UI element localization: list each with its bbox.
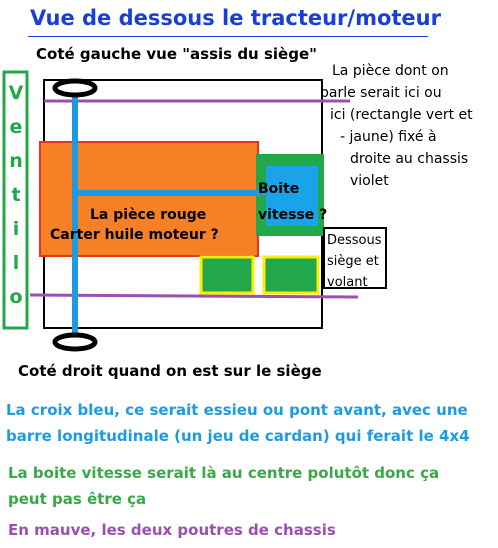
red-part-label: La pièce rouge xyxy=(90,207,207,223)
right-side-label: Coté droit quand on est sur le siège xyxy=(18,362,322,380)
note-line: parle serait ici ou xyxy=(320,85,442,101)
ventilo-letter: o xyxy=(9,286,23,308)
note-line: violet xyxy=(350,173,389,189)
note-line: ici (rectangle vert et xyxy=(330,107,473,123)
seat-label-line: volant xyxy=(327,275,368,290)
note-line: - jaune) fixé à xyxy=(340,129,437,145)
gearbox-label: vitesse ? xyxy=(258,207,328,223)
ventilo-letter: V xyxy=(8,82,24,104)
ventilo-letter: e xyxy=(9,116,23,138)
candidate-part-right xyxy=(264,257,318,293)
gearbox-label: Boite xyxy=(258,181,300,197)
seat-label xyxy=(327,230,382,293)
footer-green-note: La boite vitesse serait là au centre polutôt donc ça peut pas être ça xyxy=(8,464,440,508)
footer-purple-note: En mauve, les deux poutres de chassis xyxy=(8,521,336,539)
ventilo-letter: i xyxy=(12,218,20,240)
ventilo-letter: l xyxy=(12,252,20,274)
page-title: Vue de dessous le tracteur/moteur xyxy=(30,6,441,30)
candidate-part-left xyxy=(201,257,253,293)
ventilo-letter: n xyxy=(9,150,23,172)
footer-blue-note: La croix bleu, ce serait essieu ou pont avant, avec une barre longitudinale (un jeu de cardan) qui ferait le 4x4 xyxy=(6,401,470,445)
chassis-beam-bottom xyxy=(30,295,358,297)
note-line: La pièce dont on xyxy=(332,63,449,79)
ventilo-letter: t xyxy=(11,184,21,206)
left-side-label: Coté gauche vue "assis du siège" xyxy=(36,45,317,63)
wheel-top xyxy=(55,81,95,95)
ventilo-label xyxy=(5,78,27,326)
seat-label-line: Dessous xyxy=(327,233,382,248)
seat-label-line: siège et xyxy=(327,254,379,269)
carter-label: Carter huile moteur ? xyxy=(50,227,219,243)
note-line: droite au chassis xyxy=(350,151,469,167)
wheel-bottom xyxy=(55,335,95,349)
